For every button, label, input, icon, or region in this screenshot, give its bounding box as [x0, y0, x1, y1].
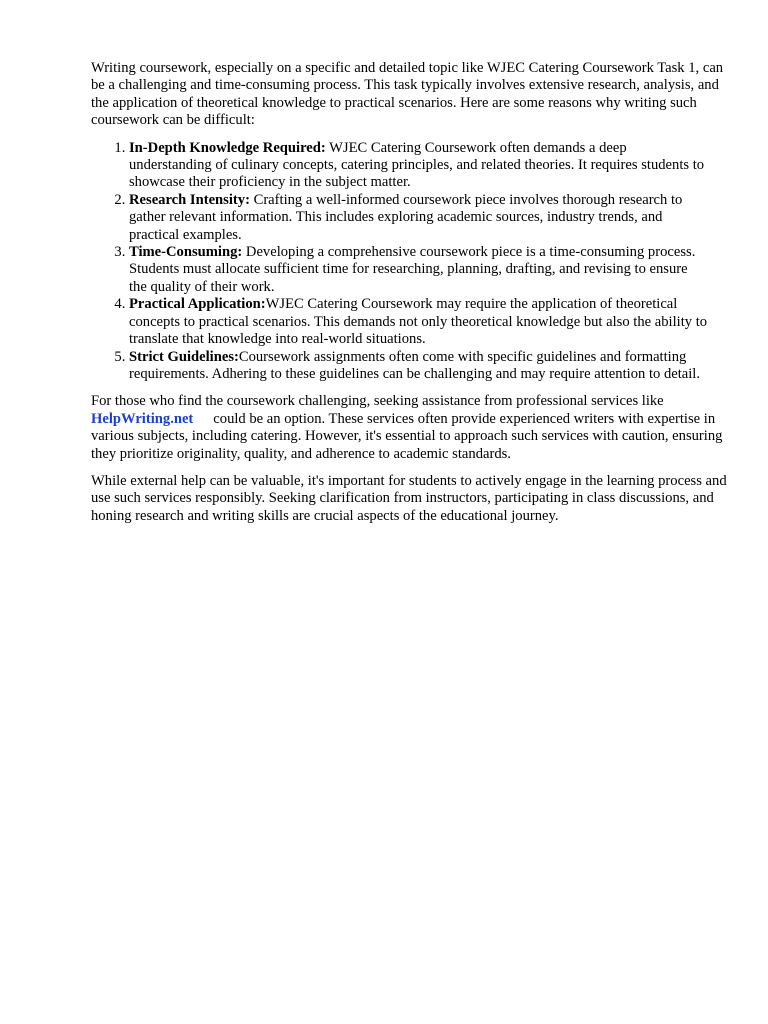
reason-term: Practical Application: — [129, 296, 266, 313]
closing-paragraph: While external help can be valuable, it's important for students to actively engage in the learning process and use such services responsibly. Seeking clarification from instructors, participating in class discussions, and honing research and writing skills are crucial aspects of the educational journey. — [91, 472, 727, 524]
reason-text: Developing a comprehensive coursework piece is a time-consuming process. Students must allocate sufficient time for researching, planning, drafting, and revising to ensure the quality of their work. — [129, 244, 696, 295]
assistance-paragraph — [91, 393, 731, 463]
list-item — [129, 192, 709, 244]
helpwriting-link[interactable]: HelpWriting.net — [91, 410, 194, 427]
list-item — [129, 244, 709, 296]
list-item — [129, 349, 709, 384]
intro-paragraph: Writing coursework, especially on a specific and detailed topic like WJEC Catering Coursework Task 1, can be a challenging and time-consuming process. This task typically involves extensive research, analysis, and the application of theoretical knowledge to practical scenarios. Here are some reasons why writing such coursework can be difficult: — [91, 60, 724, 129]
assistance-text-before: For those who find the coursework challenging, seeking assistance from professional services like — [91, 393, 664, 410]
reason-text: Crafting a well-informed coursework piece involves thorough research to gather relevant information. This includes exploring academic sources, industry trends, and practical examples. — [129, 191, 683, 243]
reason-term: Time-Consuming: — [129, 244, 243, 261]
assistance-text-after: could be an option. These services often provide experienced writers with expertise in various subjects, including catering. However, it's essential to approach such services with caution, ensuring they prioritize originality, quality, and adherence to academic standards. — [91, 410, 723, 462]
reason-term: Strict Guidelines: — [129, 348, 239, 365]
reasons-list — [91, 140, 709, 384]
reason-text: WJEC Catering Coursework may require the application of theoretical concepts to practical scenarios. This demands not only theoretical knowledge but also the ability to translate that knowledge into real-world situations. — [129, 296, 708, 348]
list-item — [129, 140, 709, 192]
reason-text: WJEC Catering Coursework often demands a deep understanding of culinary concepts, catering principles, and related theories. It requires students to showcase their proficiency in the subject matter. — [129, 139, 705, 191]
list-item — [129, 296, 709, 348]
reason-text: Coursework assignments often come with specific guidelines and formatting requirements. Adhering to these guidelines can be challenging and may require attention to detail. — [129, 348, 701, 382]
reason-term: Research Intensity: — [129, 191, 250, 208]
reason-term: In-Depth Knowledge Required: — [129, 139, 326, 156]
document-page — [91, 60, 731, 525]
